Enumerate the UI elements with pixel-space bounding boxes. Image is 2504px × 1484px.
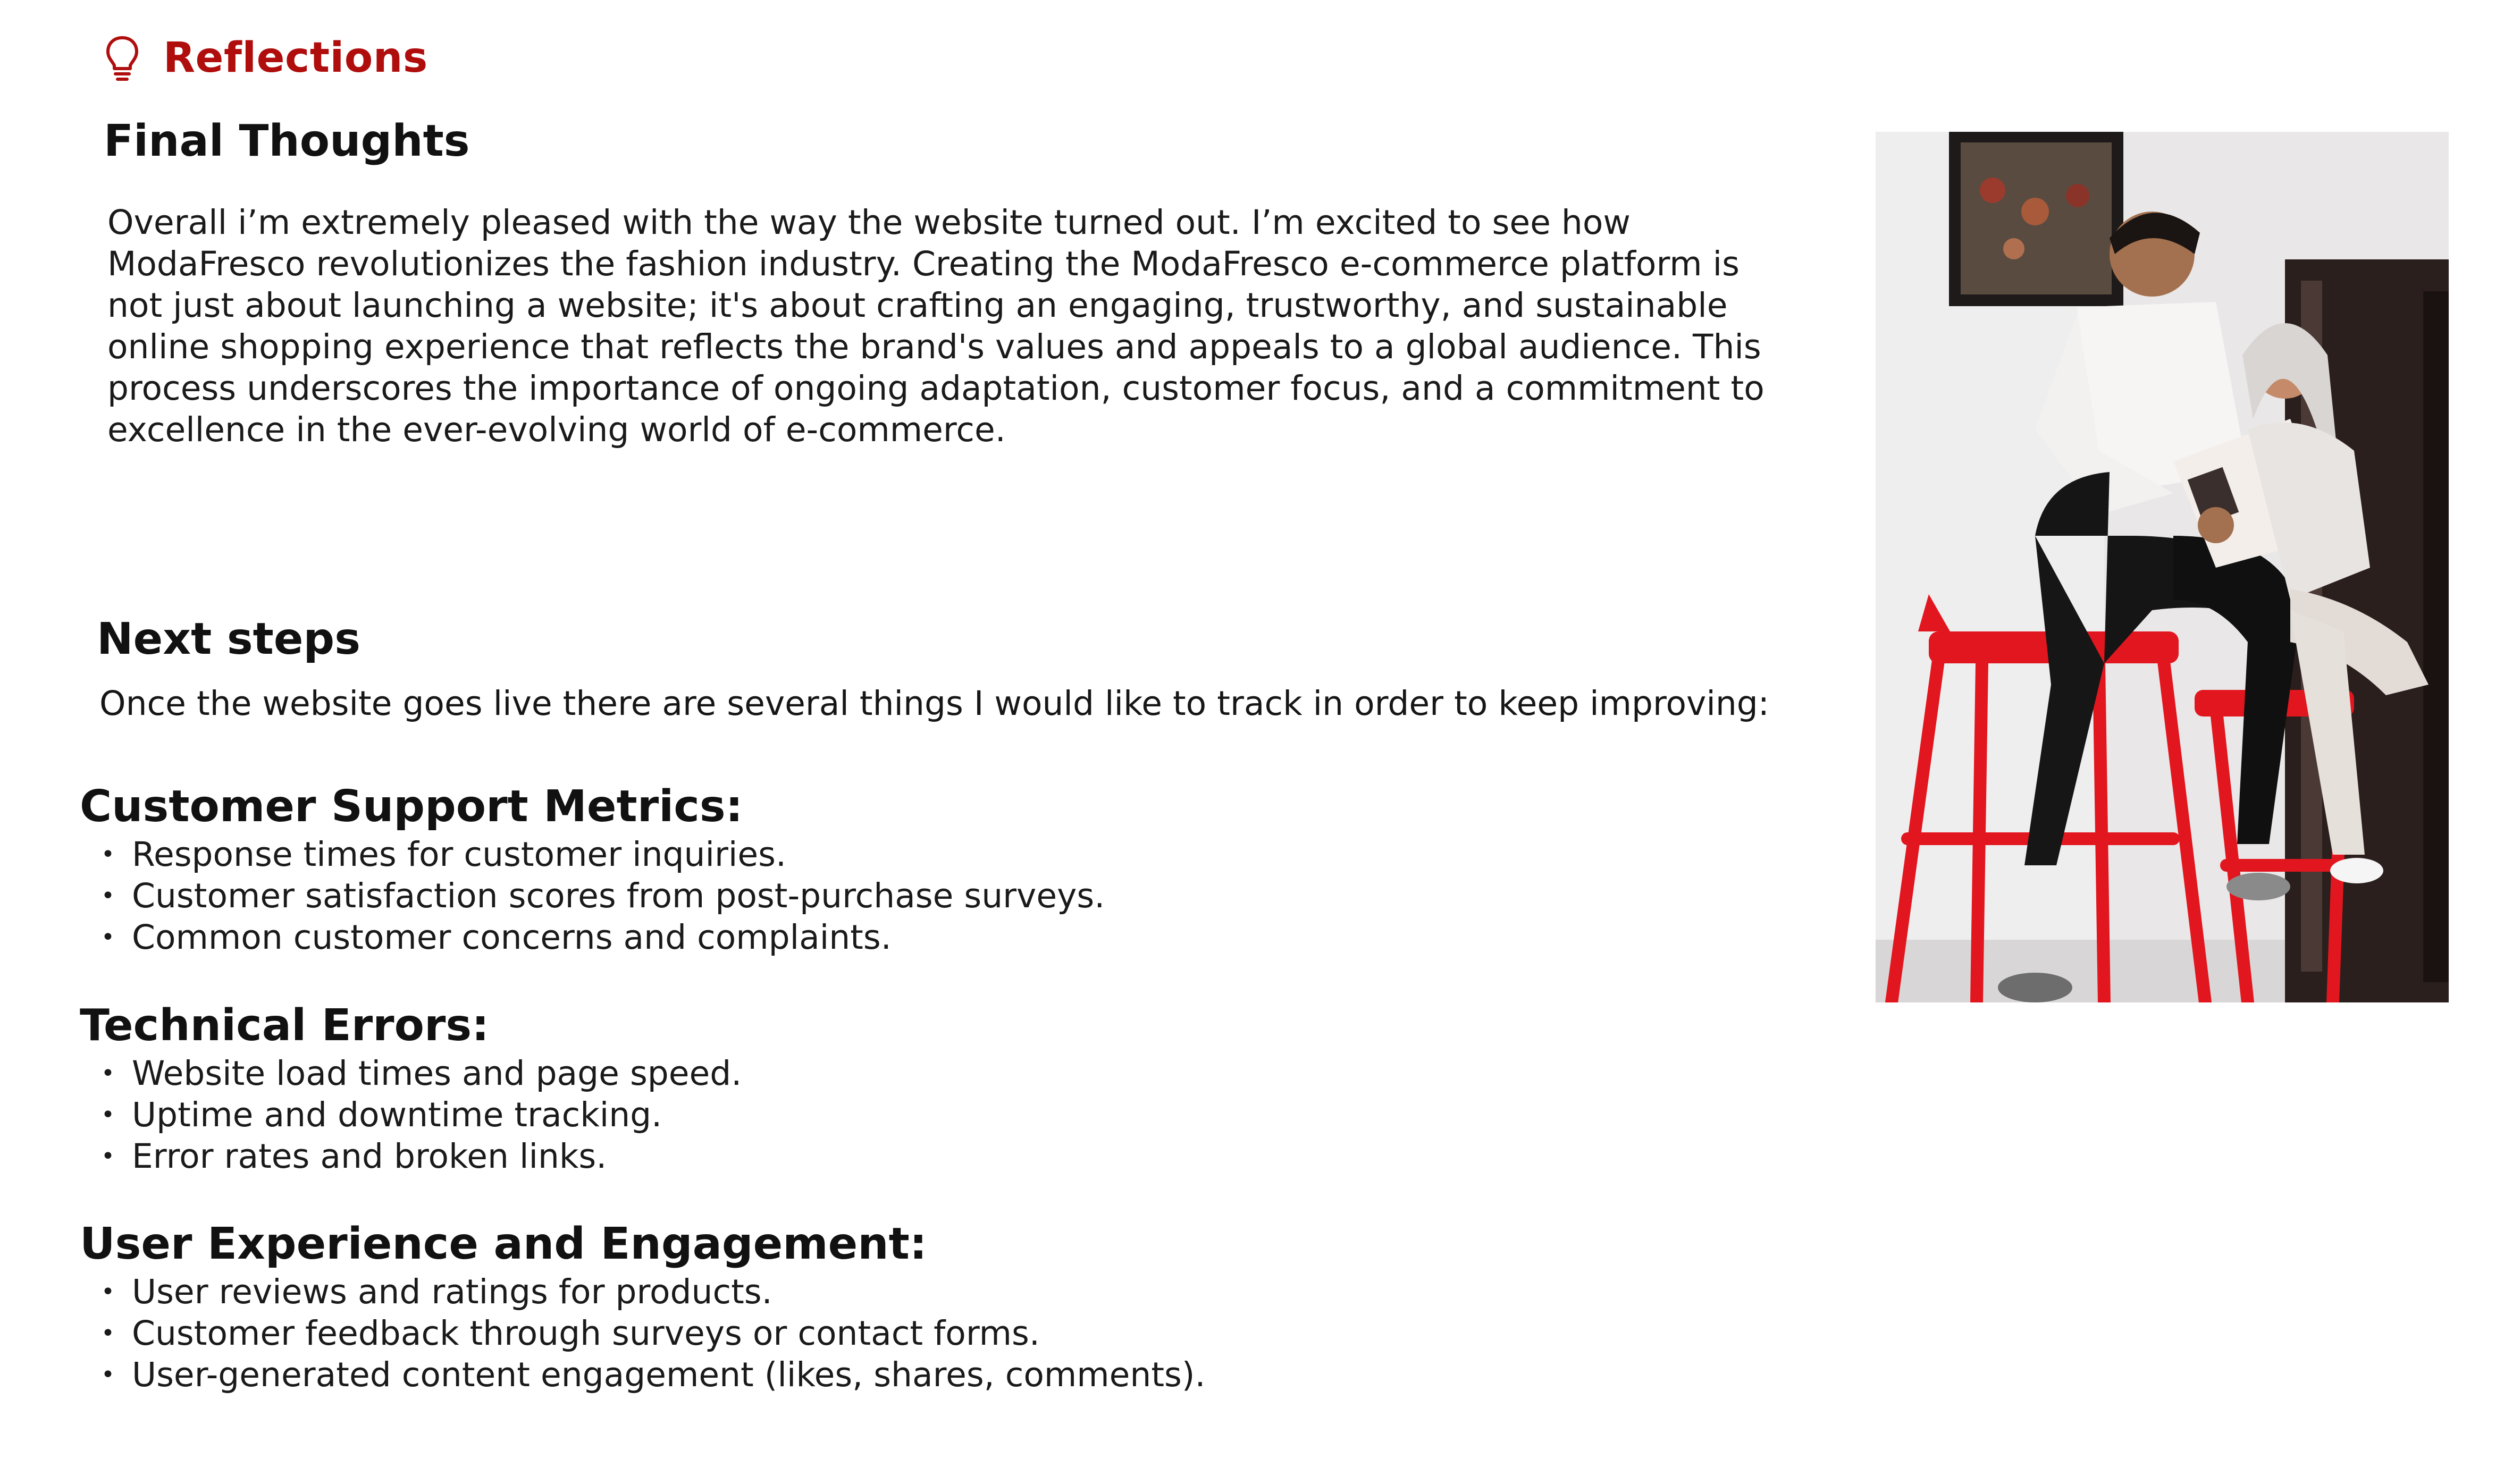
metric-group-user-experience [80,1219,1462,1396]
section-header [104,34,428,82]
list-item [80,834,1462,875]
list-item-text: Website load times and page speed. [132,1054,742,1093]
group-title: Customer Support Metrics: [80,781,743,832]
list-item-text: Common customer concerns and complaints. [132,918,892,957]
bullet-icon: • [101,1320,115,1347]
section-title: Reflections [163,34,428,82]
final-thoughts-paragraph: Overall i’m extremely pleased with the way the website turned out. I’m excited to see how ModaFresco revolutionizes the fashion industry. Creating the ModaFresco e-commerce platform is not just about launching a website; it's about crafting an engaging, trustworthy, and sustainable online shopping experience that reflects the brand's values and appeals to a global audience. This process underscores the importance of ongoing adaptation, customer focus, and a commitment to excellence in the ever-evolving world of e-commerce. [107,203,1764,449]
next-steps-intro: Once the website goes live there are several things I would like to track in order to keep improving: [99,684,1769,723]
list-item-text: User-generated content engagement (likes, shares, comments). [132,1355,1206,1394]
metric-list [80,1053,1462,1177]
bullet-icon: • [101,1101,115,1128]
lightbulb-icon [104,35,141,81]
bullet-icon: • [101,1143,115,1170]
photo-illustration [1876,132,2449,1002]
list-item [80,875,1462,917]
list-item-text: Response times for customer inquiries. [132,835,786,874]
couple-reading-photo [1876,132,2449,1002]
bullet-icon: • [101,1361,115,1388]
list-item [80,1271,1462,1313]
list-item [80,1094,1462,1136]
list-item [80,1354,1462,1396]
metric-group-technical-errors [80,1000,1462,1177]
list-item-text: Customer satisfaction scores from post-purchase surveys. [132,876,1105,915]
final-thoughts-heading: Final Thoughts [104,116,470,166]
bullet-icon: • [101,841,115,868]
bullet-icon: • [101,1278,115,1305]
bullet-icon: • [101,924,115,951]
list-item-text: Error rates and broken links. [132,1137,607,1176]
list-item-text: Uptime and downtime tracking. [132,1095,662,1134]
metric-list [80,834,1462,958]
group-title: Technical Errors: [80,1000,489,1051]
list-item [80,1136,1462,1177]
metric-list [80,1271,1462,1396]
metric-group-customer-support [80,781,1462,958]
list-item [80,1053,1462,1094]
list-item [80,1313,1462,1354]
bullet-icon: • [101,882,115,909]
bullet-icon: • [101,1060,115,1087]
group-title: User Experience and Engagement: [80,1219,927,1269]
next-steps-heading: Next steps [97,614,361,664]
list-item [80,917,1462,958]
list-item-text: Customer feedback through surveys or contact forms. [132,1314,1040,1353]
list-item-text: User reviews and ratings for products. [132,1272,772,1311]
